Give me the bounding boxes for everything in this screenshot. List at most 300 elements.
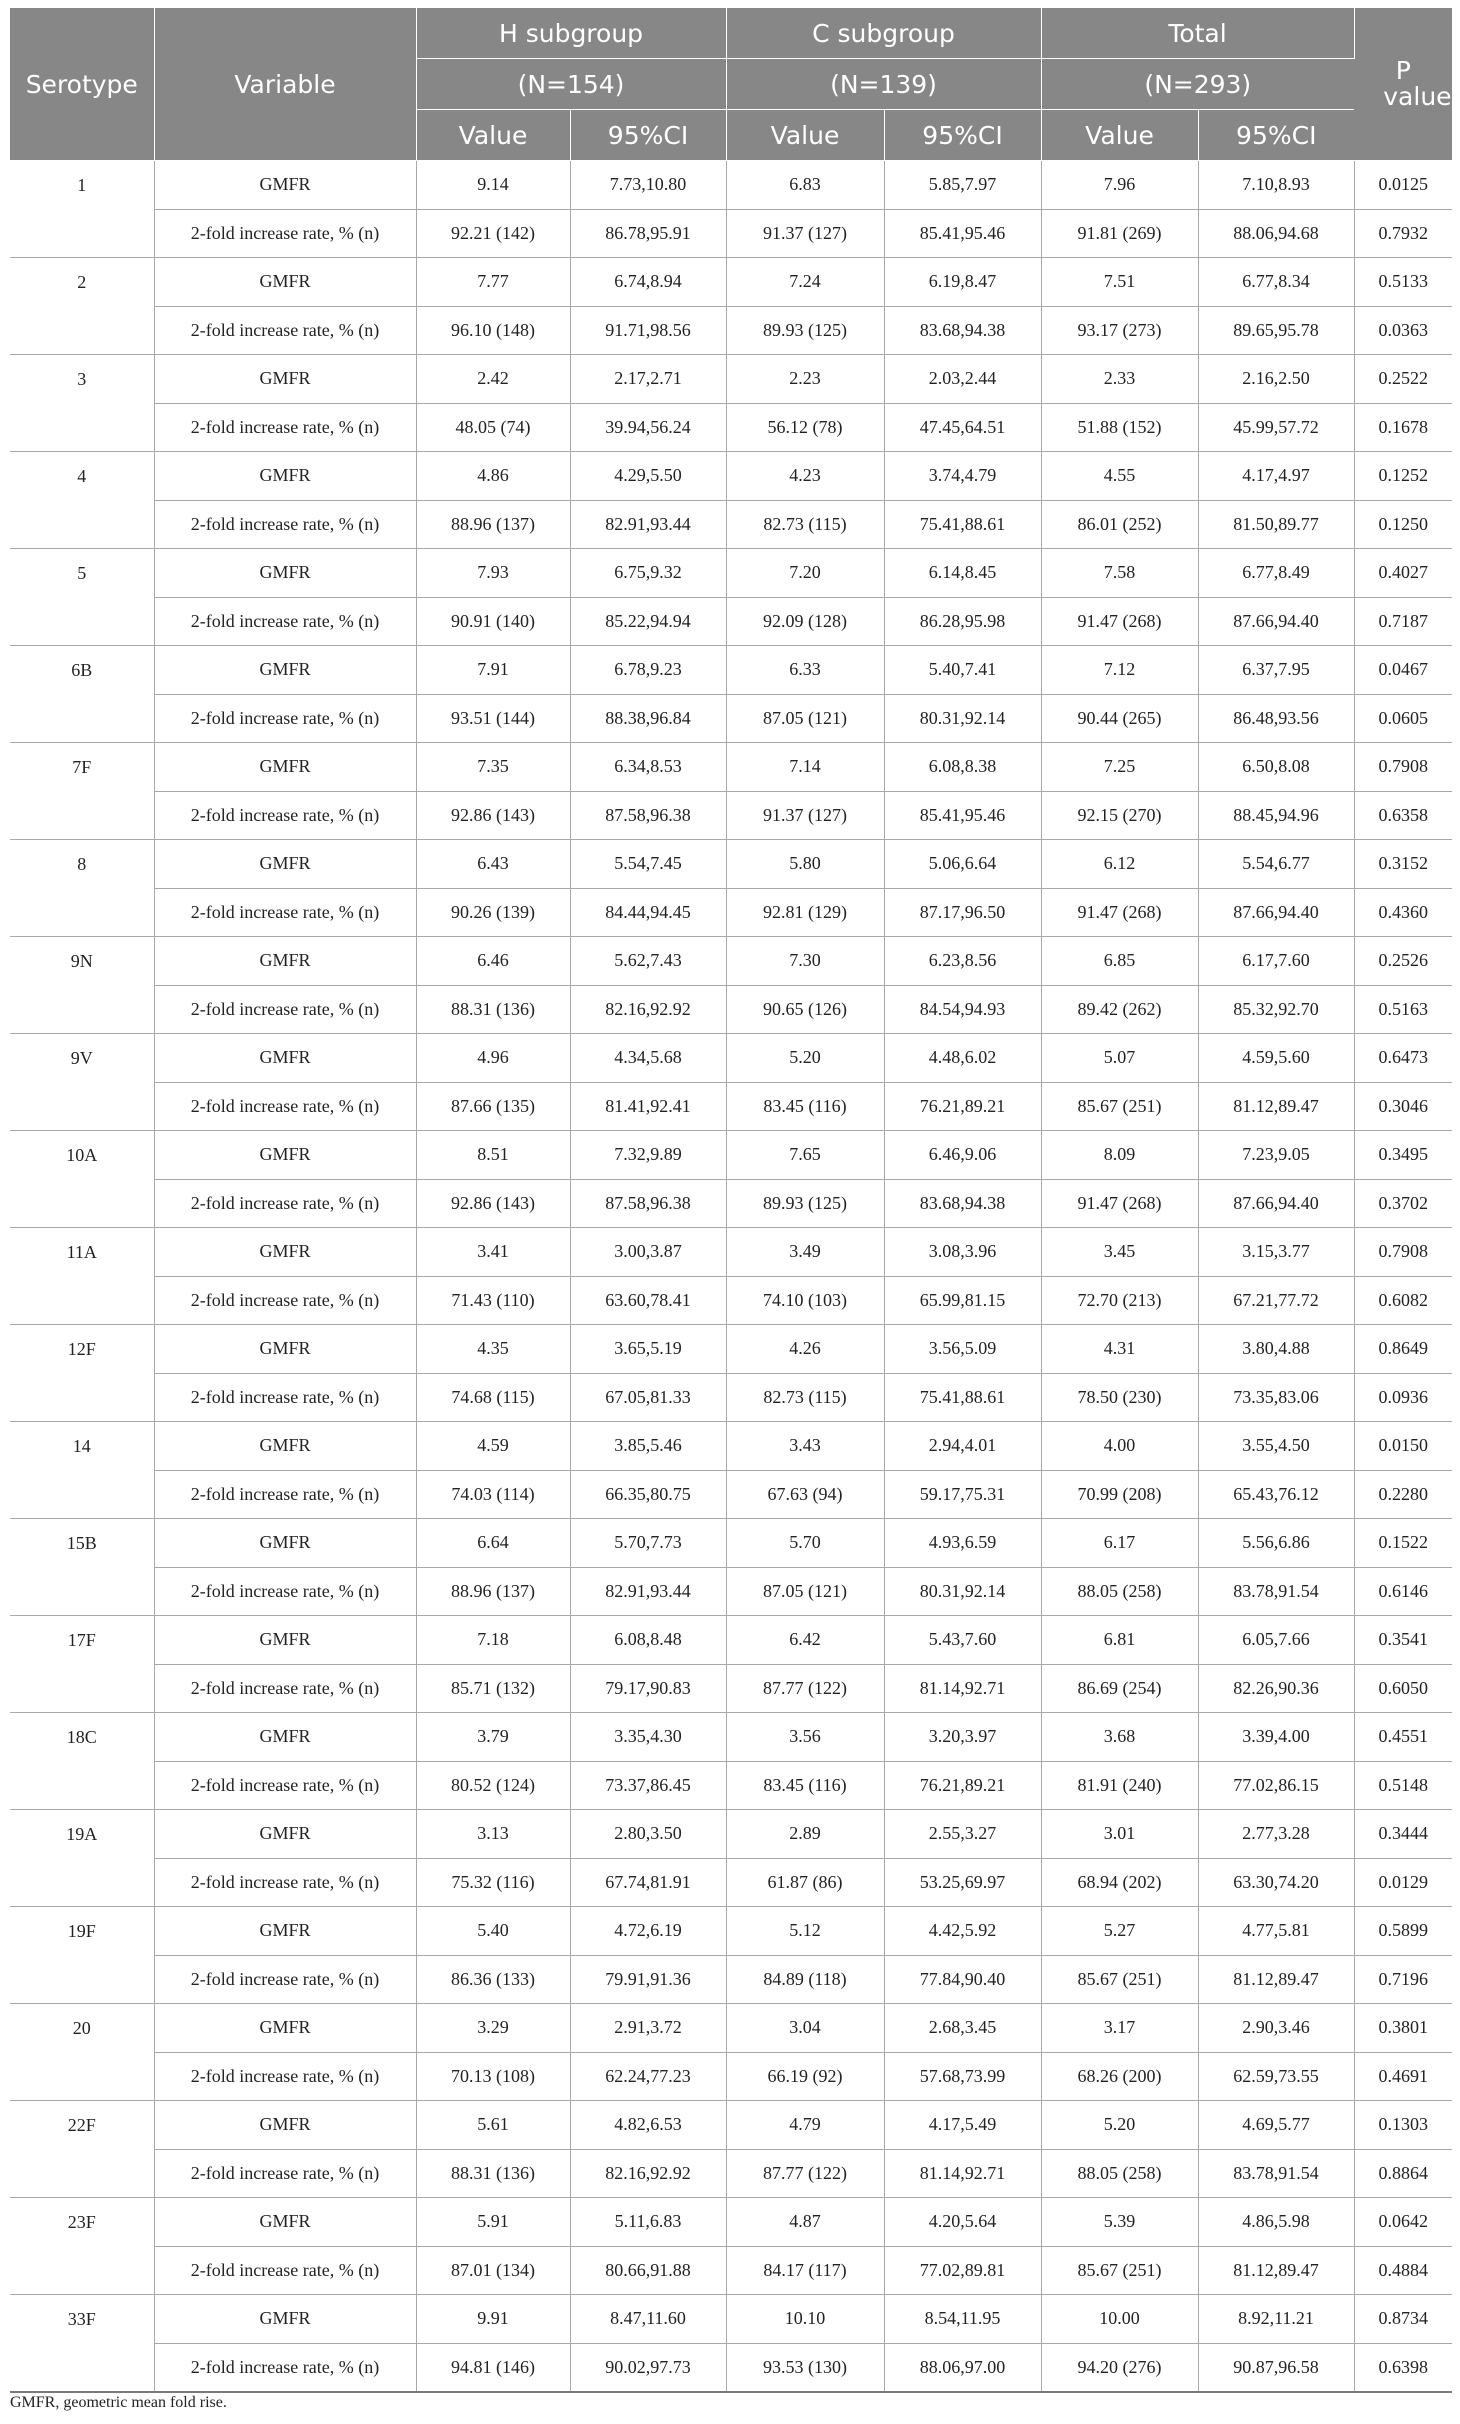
serotype-cell bbox=[10, 1955, 154, 2004]
table-row bbox=[10, 1082, 1452, 1131]
total-ci-cell: 67.21,77.72 bbox=[1198, 1276, 1354, 1325]
total-ci-cell: 3.15,3.77 bbox=[1198, 1228, 1354, 1277]
table-row bbox=[10, 549, 1452, 598]
h-ci-cell: 5.70,7.73 bbox=[570, 1519, 726, 1568]
p-value-cell: 0.2526 bbox=[1354, 937, 1452, 986]
p-value-cell: 0.6050 bbox=[1354, 1664, 1452, 1713]
header-total-value: Value bbox=[1041, 110, 1198, 161]
total-value-cell: 70.99 (208) bbox=[1041, 1470, 1198, 1519]
table-row bbox=[10, 985, 1452, 1034]
h-value-cell: 87.01 (134) bbox=[416, 2246, 570, 2295]
table-body bbox=[10, 161, 1452, 2393]
c-ci-cell: 83.68,94.38 bbox=[884, 306, 1041, 355]
p-value-cell: 0.6473 bbox=[1354, 1034, 1452, 1083]
c-ci-cell: 47.45,64.51 bbox=[884, 403, 1041, 452]
variable-cell: GMFR bbox=[154, 1422, 416, 1471]
p-value-cell: 0.3046 bbox=[1354, 1082, 1452, 1131]
c-ci-cell: 83.68,94.38 bbox=[884, 1179, 1041, 1228]
total-value-cell: 4.31 bbox=[1041, 1325, 1198, 1374]
p-value-cell: 0.6398 bbox=[1354, 2343, 1452, 2392]
h-value-cell: 70.13 (108) bbox=[416, 2052, 570, 2101]
c-ci-cell: 3.08,3.96 bbox=[884, 1228, 1041, 1277]
table-row bbox=[10, 1373, 1452, 1422]
h-value-cell: 7.35 bbox=[416, 743, 570, 792]
h-ci-cell: 7.32,9.89 bbox=[570, 1131, 726, 1180]
c-ci-cell: 4.48,6.02 bbox=[884, 1034, 1041, 1083]
p-value-cell: 0.3702 bbox=[1354, 1179, 1452, 1228]
header-c-value: Value bbox=[726, 110, 884, 161]
c-ci-cell: 77.02,89.81 bbox=[884, 2246, 1041, 2295]
total-ci-cell: 81.12,89.47 bbox=[1198, 2246, 1354, 2295]
table-row bbox=[10, 1907, 1452, 1956]
p-value-cell: 0.4551 bbox=[1354, 1713, 1452, 1762]
p-value-cell: 0.3152 bbox=[1354, 840, 1452, 889]
c-ci-cell: 77.84,90.40 bbox=[884, 1955, 1041, 2004]
h-ci-cell: 67.74,81.91 bbox=[570, 1858, 726, 1907]
c-value-cell: 6.83 bbox=[726, 161, 884, 210]
h-ci-cell: 3.00,3.87 bbox=[570, 1228, 726, 1277]
total-ci-cell: 6.37,7.95 bbox=[1198, 646, 1354, 695]
c-value-cell: 5.80 bbox=[726, 840, 884, 889]
h-value-cell: 9.14 bbox=[416, 161, 570, 210]
total-ci-cell: 88.45,94.96 bbox=[1198, 791, 1354, 840]
header-h-subgroup: H subgroup bbox=[416, 8, 726, 59]
c-value-cell: 87.77 (122) bbox=[726, 2149, 884, 2198]
total-value-cell: 5.27 bbox=[1041, 1907, 1198, 1956]
table-row bbox=[10, 1276, 1452, 1325]
variable-cell: GMFR bbox=[154, 2004, 416, 2053]
c-value-cell: 7.20 bbox=[726, 549, 884, 598]
h-value-cell: 6.64 bbox=[416, 1519, 570, 1568]
serotype-cell: 23F bbox=[10, 2198, 154, 2247]
c-value-cell: 84.89 (118) bbox=[726, 1955, 884, 2004]
table-row bbox=[10, 597, 1452, 646]
c-ci-cell: 81.14,92.71 bbox=[884, 2149, 1041, 2198]
table-row bbox=[10, 2343, 1452, 2392]
p-value-cell: 0.7932 bbox=[1354, 209, 1452, 258]
total-ci-cell: 6.77,8.34 bbox=[1198, 258, 1354, 307]
variable-cell: 2-fold increase rate, % (n) bbox=[154, 1082, 416, 1131]
p-value-cell: 0.0642 bbox=[1354, 2198, 1452, 2247]
total-value-cell: 81.91 (240) bbox=[1041, 1761, 1198, 1810]
table-row bbox=[10, 1470, 1452, 1519]
p-value-cell: 0.4691 bbox=[1354, 2052, 1452, 2101]
serotype-cell bbox=[10, 500, 154, 549]
c-ci-cell: 75.41,88.61 bbox=[884, 1373, 1041, 1422]
c-value-cell: 92.81 (129) bbox=[726, 888, 884, 937]
c-ci-cell: 76.21,89.21 bbox=[884, 1082, 1041, 1131]
c-ci-cell: 86.28,95.98 bbox=[884, 597, 1041, 646]
table-row bbox=[10, 2101, 1452, 2150]
table-row bbox=[10, 1810, 1452, 1859]
c-ci-cell: 2.03,2.44 bbox=[884, 355, 1041, 404]
h-ci-cell: 4.82,6.53 bbox=[570, 2101, 726, 2150]
c-ci-cell: 2.55,3.27 bbox=[884, 1810, 1041, 1859]
p-value-cell: 0.3801 bbox=[1354, 2004, 1452, 2053]
total-ci-cell: 3.80,4.88 bbox=[1198, 1325, 1354, 1374]
serotype-cell bbox=[10, 209, 154, 258]
h-ci-cell: 79.91,91.36 bbox=[570, 1955, 726, 2004]
total-ci-cell: 81.50,89.77 bbox=[1198, 500, 1354, 549]
p-value-cell: 0.5148 bbox=[1354, 1761, 1452, 1810]
c-ci-cell: 87.17,96.50 bbox=[884, 888, 1041, 937]
p-value-cell: 0.0936 bbox=[1354, 1373, 1452, 1422]
c-value-cell: 89.93 (125) bbox=[726, 1179, 884, 1228]
serotype-cell: 2 bbox=[10, 258, 154, 307]
p-value-cell: 0.6082 bbox=[1354, 1276, 1452, 1325]
p-value-cell: 0.4027 bbox=[1354, 549, 1452, 598]
serotype-cell: 19A bbox=[10, 1810, 154, 1859]
p-value-cell: 0.8649 bbox=[1354, 1325, 1452, 1374]
p-value-cell: 0.0605 bbox=[1354, 694, 1452, 743]
c-value-cell: 87.77 (122) bbox=[726, 1664, 884, 1713]
h-ci-cell: 82.91,93.44 bbox=[570, 500, 726, 549]
h-ci-cell: 4.72,6.19 bbox=[570, 1907, 726, 1956]
table-row bbox=[10, 1131, 1452, 1180]
h-value-cell: 93.51 (144) bbox=[416, 694, 570, 743]
total-value-cell: 3.68 bbox=[1041, 1713, 1198, 1762]
h-ci-cell: 67.05,81.33 bbox=[570, 1373, 726, 1422]
total-value-cell: 85.67 (251) bbox=[1041, 1082, 1198, 1131]
total-value-cell: 4.55 bbox=[1041, 452, 1198, 501]
total-ci-cell: 5.54,6.77 bbox=[1198, 840, 1354, 889]
total-ci-cell: 88.06,94.68 bbox=[1198, 209, 1354, 258]
h-value-cell: 7.91 bbox=[416, 646, 570, 695]
h-ci-cell: 79.17,90.83 bbox=[570, 1664, 726, 1713]
p-value-cell: 0.0467 bbox=[1354, 646, 1452, 695]
c-value-cell: 7.65 bbox=[726, 1131, 884, 1180]
total-ci-cell: 6.50,8.08 bbox=[1198, 743, 1354, 792]
c-value-cell: 5.20 bbox=[726, 1034, 884, 1083]
total-ci-cell: 85.32,92.70 bbox=[1198, 985, 1354, 1034]
h-ci-cell: 6.78,9.23 bbox=[570, 646, 726, 695]
total-ci-cell: 5.56,6.86 bbox=[1198, 1519, 1354, 1568]
serotype-cell: 10A bbox=[10, 1131, 154, 1180]
h-ci-cell: 90.02,97.73 bbox=[570, 2343, 726, 2392]
total-value-cell: 7.96 bbox=[1041, 161, 1198, 210]
p-value-cell: 0.5163 bbox=[1354, 985, 1452, 1034]
total-value-cell: 6.85 bbox=[1041, 937, 1198, 986]
variable-cell: 2-fold increase rate, % (n) bbox=[154, 1470, 416, 1519]
serotype-cell bbox=[10, 1373, 154, 1422]
h-value-cell: 3.29 bbox=[416, 2004, 570, 2053]
total-value-cell: 5.20 bbox=[1041, 2101, 1198, 2150]
serotype-cell: 14 bbox=[10, 1422, 154, 1471]
h-ci-cell: 7.73,10.80 bbox=[570, 161, 726, 210]
c-ci-cell: 2.68,3.45 bbox=[884, 2004, 1041, 2053]
variable-cell: 2-fold increase rate, % (n) bbox=[154, 985, 416, 1034]
p-value-cell: 0.1250 bbox=[1354, 500, 1452, 549]
h-value-cell: 94.81 (146) bbox=[416, 2343, 570, 2392]
c-value-cell: 92.09 (128) bbox=[726, 597, 884, 646]
total-ci-cell: 7.10,8.93 bbox=[1198, 161, 1354, 210]
c-value-cell: 90.65 (126) bbox=[726, 985, 884, 1034]
c-ci-cell: 85.41,95.46 bbox=[884, 791, 1041, 840]
total-value-cell: 3.17 bbox=[1041, 2004, 1198, 2053]
variable-cell: GMFR bbox=[154, 1907, 416, 1956]
table-footnote: GMFR, geometric mean fold rise. bbox=[10, 2394, 227, 2411]
table-row bbox=[10, 161, 1452, 210]
c-ci-cell: 6.14,8.45 bbox=[884, 549, 1041, 598]
table-row bbox=[10, 1519, 1452, 1568]
c-ci-cell: 3.20,3.97 bbox=[884, 1713, 1041, 1762]
total-ci-cell: 83.78,91.54 bbox=[1198, 2149, 1354, 2198]
serotype-cell bbox=[10, 2149, 154, 2198]
p-value-cell: 0.2280 bbox=[1354, 1470, 1452, 1519]
total-ci-cell: 7.23,9.05 bbox=[1198, 1131, 1354, 1180]
h-value-cell: 5.40 bbox=[416, 1907, 570, 1956]
total-value-cell: 6.17 bbox=[1041, 1519, 1198, 1568]
total-value-cell: 5.07 bbox=[1041, 1034, 1198, 1083]
p-value-cell: 0.7187 bbox=[1354, 597, 1452, 646]
total-value-cell: 91.47 (268) bbox=[1041, 1179, 1198, 1228]
c-value-cell: 2.23 bbox=[726, 355, 884, 404]
total-ci-cell: 87.66,94.40 bbox=[1198, 888, 1354, 937]
total-value-cell: 6.12 bbox=[1041, 840, 1198, 889]
c-value-cell: 7.14 bbox=[726, 743, 884, 792]
serotype-cell bbox=[10, 1082, 154, 1131]
c-ci-cell: 85.41,95.46 bbox=[884, 209, 1041, 258]
serotype-cell: 11A bbox=[10, 1228, 154, 1277]
c-value-cell: 82.73 (115) bbox=[726, 1373, 884, 1422]
table-row bbox=[10, 1325, 1452, 1374]
c-value-cell: 4.87 bbox=[726, 2198, 884, 2247]
total-value-cell: 86.69 (254) bbox=[1041, 1664, 1198, 1713]
total-value-cell: 7.12 bbox=[1041, 646, 1198, 695]
total-ci-cell: 8.92,11.21 bbox=[1198, 2295, 1354, 2344]
table-row bbox=[10, 452, 1452, 501]
total-value-cell: 8.09 bbox=[1041, 1131, 1198, 1180]
total-ci-cell: 86.48,93.56 bbox=[1198, 694, 1354, 743]
variable-cell: 2-fold increase rate, % (n) bbox=[154, 1664, 416, 1713]
p-value-cell: 0.0129 bbox=[1354, 1858, 1452, 1907]
table-row bbox=[10, 2052, 1452, 2101]
total-value-cell: 10.00 bbox=[1041, 2295, 1198, 2344]
header-total-ci: 95%CI bbox=[1198, 110, 1354, 161]
variable-cell: GMFR bbox=[154, 1519, 416, 1568]
total-value-cell: 91.81 (269) bbox=[1041, 209, 1198, 258]
table-row bbox=[10, 1616, 1452, 1665]
c-value-cell: 61.87 (86) bbox=[726, 1858, 884, 1907]
table-row bbox=[10, 500, 1452, 549]
serotype-cell bbox=[10, 1567, 154, 1616]
h-value-cell: 88.96 (137) bbox=[416, 500, 570, 549]
table-row bbox=[10, 1955, 1452, 2004]
serotype-cell: 3 bbox=[10, 355, 154, 404]
total-ci-cell: 4.69,5.77 bbox=[1198, 2101, 1354, 2150]
total-value-cell: 92.15 (270) bbox=[1041, 791, 1198, 840]
p-value-cell: 0.7908 bbox=[1354, 743, 1452, 792]
h-ci-cell: 6.08,8.48 bbox=[570, 1616, 726, 1665]
h-value-cell: 5.91 bbox=[416, 2198, 570, 2247]
table-row bbox=[10, 306, 1452, 355]
h-value-cell: 7.18 bbox=[416, 1616, 570, 1665]
variable-cell: 2-fold increase rate, % (n) bbox=[154, 694, 416, 743]
header-variable: Variable bbox=[154, 8, 416, 161]
serotype-cell: 17F bbox=[10, 1616, 154, 1665]
h-ci-cell: 6.34,8.53 bbox=[570, 743, 726, 792]
c-ci-cell: 53.25,69.97 bbox=[884, 1858, 1041, 1907]
variable-cell: 2-fold increase rate, % (n) bbox=[154, 888, 416, 937]
p-value-cell: 0.1678 bbox=[1354, 403, 1452, 452]
h-ci-cell: 5.11,6.83 bbox=[570, 2198, 726, 2247]
total-ci-cell: 2.77,3.28 bbox=[1198, 1810, 1354, 1859]
c-ci-cell: 6.08,8.38 bbox=[884, 743, 1041, 792]
variable-cell: 2-fold increase rate, % (n) bbox=[154, 306, 416, 355]
h-ci-cell: 84.44,94.45 bbox=[570, 888, 726, 937]
variable-cell: 2-fold increase rate, % (n) bbox=[154, 500, 416, 549]
h-ci-cell: 88.38,96.84 bbox=[570, 694, 726, 743]
total-ci-cell: 6.17,7.60 bbox=[1198, 937, 1354, 986]
total-value-cell: 91.47 (268) bbox=[1041, 597, 1198, 646]
variable-cell: 2-fold increase rate, % (n) bbox=[154, 1955, 416, 2004]
total-ci-cell: 4.86,5.98 bbox=[1198, 2198, 1354, 2247]
h-value-cell: 2.42 bbox=[416, 355, 570, 404]
header-h-n: (N=154) bbox=[416, 59, 726, 110]
total-ci-cell: 3.39,4.00 bbox=[1198, 1713, 1354, 1762]
h-value-cell: 6.46 bbox=[416, 937, 570, 986]
variable-cell: GMFR bbox=[154, 1228, 416, 1277]
p-value-cell: 0.8864 bbox=[1354, 2149, 1452, 2198]
c-value-cell: 66.19 (92) bbox=[726, 2052, 884, 2101]
p-value-cell: 0.6358 bbox=[1354, 791, 1452, 840]
variable-cell: GMFR bbox=[154, 646, 416, 695]
total-value-cell: 7.51 bbox=[1041, 258, 1198, 307]
c-value-cell: 74.10 (103) bbox=[726, 1276, 884, 1325]
serotype-cell: 33F bbox=[10, 2295, 154, 2344]
serotype-cell bbox=[10, 597, 154, 646]
h-ci-cell: 85.22,94.94 bbox=[570, 597, 726, 646]
c-value-cell: 4.26 bbox=[726, 1325, 884, 1374]
h-ci-cell: 6.74,8.94 bbox=[570, 258, 726, 307]
c-value-cell: 7.30 bbox=[726, 937, 884, 986]
total-ci-cell: 3.55,4.50 bbox=[1198, 1422, 1354, 1471]
table-row bbox=[10, 209, 1452, 258]
p-value-cell: 0.5899 bbox=[1354, 1907, 1452, 1956]
total-ci-cell: 81.12,89.47 bbox=[1198, 1955, 1354, 2004]
c-ci-cell: 6.46,9.06 bbox=[884, 1131, 1041, 1180]
total-ci-cell: 89.65,95.78 bbox=[1198, 306, 1354, 355]
variable-cell: 2-fold increase rate, % (n) bbox=[154, 1179, 416, 1228]
p-value-cell: 0.7908 bbox=[1354, 1228, 1452, 1277]
variable-cell: 2-fold increase rate, % (n) bbox=[154, 1373, 416, 1422]
c-value-cell: 67.63 (94) bbox=[726, 1470, 884, 1519]
total-value-cell: 85.67 (251) bbox=[1041, 2246, 1198, 2295]
serotype-cell: 15B bbox=[10, 1519, 154, 1568]
serotype-cell bbox=[10, 2343, 154, 2392]
c-value-cell: 5.70 bbox=[726, 1519, 884, 1568]
table-header bbox=[10, 8, 1452, 161]
c-value-cell: 87.05 (121) bbox=[726, 694, 884, 743]
c-ci-cell: 4.42,5.92 bbox=[884, 1907, 1041, 1956]
total-value-cell: 51.88 (152) bbox=[1041, 403, 1198, 452]
header-serotype: Serotype bbox=[10, 8, 154, 161]
c-value-cell: 56.12 (78) bbox=[726, 403, 884, 452]
serotype-cell bbox=[10, 1858, 154, 1907]
serotype-cell: 4 bbox=[10, 452, 154, 501]
p-value-cell: 0.0150 bbox=[1354, 1422, 1452, 1471]
table-row bbox=[10, 791, 1452, 840]
h-ci-cell: 73.37,86.45 bbox=[570, 1761, 726, 1810]
variable-cell: GMFR bbox=[154, 1131, 416, 1180]
p-value-cell: 0.5133 bbox=[1354, 258, 1452, 307]
total-ci-cell: 6.05,7.66 bbox=[1198, 1616, 1354, 1665]
c-value-cell: 3.04 bbox=[726, 2004, 884, 2053]
c-value-cell: 6.42 bbox=[726, 1616, 884, 1665]
h-ci-cell: 3.85,5.46 bbox=[570, 1422, 726, 1471]
total-value-cell: 91.47 (268) bbox=[1041, 888, 1198, 937]
variable-cell: GMFR bbox=[154, 2101, 416, 2150]
serotype-cell: 7F bbox=[10, 743, 154, 792]
c-value-cell: 82.73 (115) bbox=[726, 500, 884, 549]
c-value-cell: 83.45 (116) bbox=[726, 1082, 884, 1131]
c-value-cell: 87.05 (121) bbox=[726, 1567, 884, 1616]
total-ci-cell: 4.77,5.81 bbox=[1198, 1907, 1354, 1956]
table-row bbox=[10, 2198, 1452, 2247]
total-value-cell: 72.70 (213) bbox=[1041, 1276, 1198, 1325]
serotype-cell: 12F bbox=[10, 1325, 154, 1374]
h-value-cell: 92.21 (142) bbox=[416, 209, 570, 258]
p-value-cell: 0.1303 bbox=[1354, 2101, 1452, 2150]
serotype-cell bbox=[10, 2246, 154, 2295]
total-ci-cell: 82.26,90.36 bbox=[1198, 1664, 1354, 1713]
c-value-cell: 84.17 (117) bbox=[726, 2246, 884, 2295]
serotype-cell bbox=[10, 1761, 154, 1810]
c-value-cell: 10.10 bbox=[726, 2295, 884, 2344]
c-ci-cell: 84.54,94.93 bbox=[884, 985, 1041, 1034]
c-ci-cell: 4.20,5.64 bbox=[884, 2198, 1041, 2247]
total-ci-cell: 65.43,76.12 bbox=[1198, 1470, 1354, 1519]
header-total: Total bbox=[1041, 8, 1354, 59]
table-row bbox=[10, 937, 1452, 986]
header-c-n: (N=139) bbox=[726, 59, 1041, 110]
p-value-cell: 0.3541 bbox=[1354, 1616, 1452, 1665]
p-value-cell: 0.1252 bbox=[1354, 452, 1452, 501]
variable-cell: 2-fold increase rate, % (n) bbox=[154, 403, 416, 452]
total-value-cell: 78.50 (230) bbox=[1041, 1373, 1198, 1422]
total-ci-cell: 73.35,83.06 bbox=[1198, 1373, 1354, 1422]
c-ci-cell: 59.17,75.31 bbox=[884, 1470, 1041, 1519]
serotype-cell bbox=[10, 2052, 154, 2101]
h-ci-cell: 4.29,5.50 bbox=[570, 452, 726, 501]
variable-cell: GMFR bbox=[154, 1616, 416, 1665]
h-ci-cell: 63.60,78.41 bbox=[570, 1276, 726, 1325]
table-row bbox=[10, 403, 1452, 452]
h-ci-cell: 91.71,98.56 bbox=[570, 306, 726, 355]
h-value-cell: 4.59 bbox=[416, 1422, 570, 1471]
c-value-cell: 7.24 bbox=[726, 258, 884, 307]
total-ci-cell: 77.02,86.15 bbox=[1198, 1761, 1354, 1810]
table-row bbox=[10, 743, 1452, 792]
c-ci-cell: 80.31,92.14 bbox=[884, 1567, 1041, 1616]
c-ci-cell: 3.56,5.09 bbox=[884, 1325, 1041, 1374]
h-value-cell: 85.71 (132) bbox=[416, 1664, 570, 1713]
variable-cell: 2-fold increase rate, % (n) bbox=[154, 2149, 416, 2198]
total-value-cell: 7.25 bbox=[1041, 743, 1198, 792]
serotype-cell bbox=[10, 1664, 154, 1713]
h-value-cell: 4.96 bbox=[416, 1034, 570, 1083]
serotype-cell: 9V bbox=[10, 1034, 154, 1083]
table-row bbox=[10, 888, 1452, 937]
p-value-cell: 0.2522 bbox=[1354, 355, 1452, 404]
table-row bbox=[10, 2004, 1452, 2053]
h-value-cell: 92.86 (143) bbox=[416, 1179, 570, 1228]
h-value-cell: 92.86 (143) bbox=[416, 791, 570, 840]
c-value-cell: 5.12 bbox=[726, 1907, 884, 1956]
p-value-cell: 0.1522 bbox=[1354, 1519, 1452, 1568]
variable-cell: 2-fold increase rate, % (n) bbox=[154, 209, 416, 258]
variable-cell: 2-fold increase rate, % (n) bbox=[154, 791, 416, 840]
